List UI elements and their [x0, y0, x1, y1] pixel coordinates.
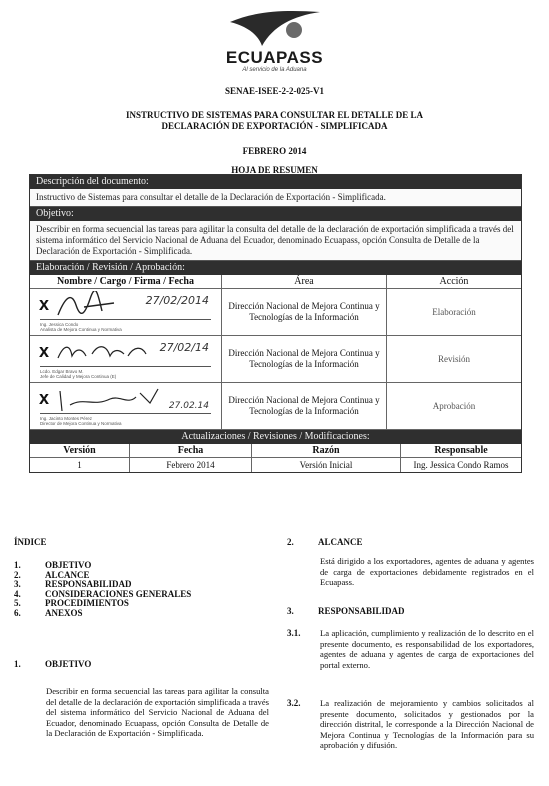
signature-date: 27/02/14 — [159, 341, 209, 354]
document-code: SENAE-ISEE-2-2-025-V1 — [224, 86, 324, 96]
index-item: 6. ANEXOS — [14, 607, 83, 618]
updates-header-date: Fecha — [130, 444, 252, 458]
logo-tagline: Al servicio de la Aduana — [242, 67, 307, 73]
ecuapass-swoosh-icon — [228, 10, 322, 48]
approval-area: Dirección Nacional de Mejora Continua y Tecnologías de la Información — [222, 289, 387, 336]
signature-x-mark: x — [39, 388, 50, 408]
summary-table — [29, 174, 522, 473]
responsabilidad-item — [287, 628, 534, 670]
update-version: 1 — [30, 458, 130, 472]
index-item: 3. RESPONSABILIDAD — [14, 579, 132, 589]
section-alcance-heading: 2. ALCANCE — [287, 537, 363, 547]
responsabilidad-item-number: 3.1. — [287, 628, 301, 638]
section-alcance-text: Está dirigido a los exportadores, agentes de aduana y agentes de carga de exportaciones debidamente registrados en el Ecuapass. — [320, 556, 534, 588]
handwritten-signature — [54, 291, 124, 319]
responsabilidad-item-number: 3.2. — [287, 698, 301, 708]
signer-name: Ing. Jessica Condo Analista de Mejora Continua y Normativa — [40, 322, 122, 332]
updates-table — [30, 444, 521, 472]
responsabilidad-item-text: La realización de mejoramiento y cambios solicitados al presente documento, solicitados y gestionados por la dirección distrital, le corresponde a la Dirección Nacional de Mejora Continua y Tecnologías de la Información para su aprobación y difusión. — [320, 698, 534, 751]
objective-label: Objetivo: — [30, 207, 521, 221]
index-title: ÍNDICE — [14, 537, 47, 547]
signature-x-mark: x — [39, 294, 50, 314]
approval-area: Dirección Nacional de Mejora Continua y Tecnologías de la Información — [222, 383, 387, 430]
index-list — [14, 561, 191, 618]
signature-cell — [30, 289, 222, 336]
index-item: 5. PROCEDIMIENTOS — [14, 598, 129, 608]
section-responsabilidad-heading: 3. RESPONSABILIDAD — [287, 606, 405, 616]
update-responsible: Ing. Jessica Condo Ramos — [413, 459, 509, 470]
document-title — [0, 110, 549, 132]
signature-cell — [30, 336, 222, 383]
update-date: Febrero 2014 — [130, 458, 252, 472]
index-item: 4. CONSIDERACIONES GENERALES — [14, 588, 192, 599]
approval-action: Revisión — [387, 336, 521, 383]
responsabilidad-item-text: La aplicación, cumplimiento y realización de lo descrito en el presente documento, es responsabilidad de los exportadores, agentes de aduana y agentes de carga de exportaciones del portal externo. — [320, 628, 534, 670]
sheet-title: HOJA DE RESUMEN — [231, 165, 318, 175]
section-objetivo-heading: 1. OBJETIVO — [14, 659, 92, 669]
updates-header-version: Versión — [30, 444, 130, 458]
approval-header-action: Acción — [387, 275, 521, 289]
signature-line — [40, 366, 211, 367]
document-title-line-2: DECLARACIÓN DE EXPORTACIÓN - SIMPLIFICADA — [161, 121, 388, 131]
signature-line — [40, 413, 211, 414]
approval-header-name: Nombre / Cargo / Firma / Fecha — [30, 275, 222, 289]
section-objetivo-text: Describir en forma secuencial las tareas para agilitar la consulta del detalle de la declaración de exportación simplificada a través del sistema informático del Servicio Nacional de Aduana del Ecuador, denominado Ecuapass, opción Consulta de Detalle de la Declaración de Exportación - Simplificada. — [46, 686, 269, 739]
updates-header-reason: Razón — [252, 444, 401, 458]
signature-x-mark: x — [39, 341, 50, 361]
approval-header-area: Área — [222, 275, 387, 289]
approval-action: Aprobación — [387, 383, 521, 430]
document-title-line-1: INSTRUCTIVO DE SISTEMAS PARA CONSULTAR EL DETALLE DE LA — [125, 110, 424, 120]
updates-header-responsible: Responsable — [401, 444, 521, 458]
document-date: FEBRERO 2014 — [242, 146, 307, 156]
responsabilidad-item — [287, 698, 534, 751]
logo-text: ECUAPASS — [225, 48, 324, 67]
objective-text: Describir en forma secuencial las tareas para agilitar la consulta del detalle de la declaración de exportación simplificada a través del sistema informático del Servicio Nacional de Aduana del Ecuador, denominado Ecuapass, opción Consulta de Detalle de la Declaración de Exportación - Simplificada. — [30, 221, 521, 261]
signature-date: 27/02/2014 — [145, 294, 209, 307]
signature-cell — [30, 383, 222, 430]
index-item: 2. ALCANCE — [14, 569, 90, 580]
approval-action: Elaboración — [387, 289, 521, 336]
description-text: Instructivo de Sistemas para consultar el detalle de la Declaración de Exportación - Simplificada. — [30, 189, 521, 207]
signature-line — [40, 319, 211, 320]
handwritten-signature — [54, 385, 164, 413]
signer-name: Lcdo. Edgar Bravo M. Jefe de Calidad y Mejora Continua (E) — [40, 369, 117, 379]
update-reason: Versión Inicial — [252, 458, 401, 472]
index-item: 1. OBJETIVO — [14, 560, 92, 570]
approval-label: Elaboración / Revisión / Aprobación: — [30, 261, 521, 275]
approval-area: Dirección Nacional de Mejora Continua y Tecnologías de la Información — [222, 336, 387, 383]
updates-label: Actualizaciones / Revisiones / Modificaciones: — [30, 430, 521, 444]
logo — [0, 4, 549, 73]
handwritten-signature — [54, 338, 164, 366]
signer-name: Ing. Jacinto Montes Pérez Director de Mejora Continua y Normativa — [40, 416, 122, 426]
description-label: Descripción del documento: — [30, 175, 521, 189]
signature-date: 27.02.14 — [168, 401, 209, 411]
approval-table — [30, 275, 521, 430]
